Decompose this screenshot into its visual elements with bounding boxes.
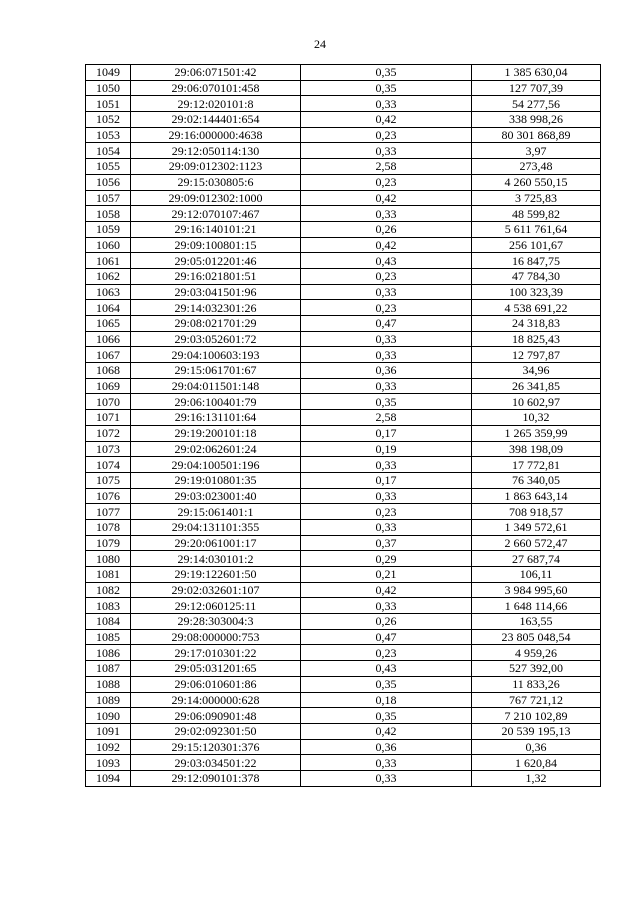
cadastral-number-cell: 29:03:034501:22 [131, 755, 301, 771]
rate-cell: 0,23 [301, 645, 472, 661]
table-row [86, 661, 601, 677]
cadastral-number-cell: 29:03:041501:96 [131, 284, 301, 300]
value-cell: 3,97 [472, 143, 601, 159]
value-cell: 2 660 572,47 [472, 535, 601, 551]
table-row [86, 206, 601, 222]
rate-cell: 0,42 [301, 190, 472, 206]
row-number-cell: 1052 [86, 112, 131, 128]
row-number-cell: 1088 [86, 676, 131, 692]
cadastral-number-cell: 29:03:023001:40 [131, 488, 301, 504]
cadastral-number-cell: 29:04:100501:196 [131, 457, 301, 473]
rate-cell: 0,33 [301, 755, 472, 771]
value-cell: 7 210 102,89 [472, 708, 601, 724]
row-number-cell: 1064 [86, 300, 131, 316]
cadastral-number-cell: 29:14:030101:2 [131, 551, 301, 567]
table-row [86, 65, 601, 81]
row-number-cell: 1094 [86, 770, 131, 786]
row-number-cell: 1053 [86, 127, 131, 143]
cadastral-number-cell: 29:19:010801:35 [131, 472, 301, 488]
cadastral-number-cell: 29:15:061401:1 [131, 504, 301, 520]
cadastral-number-cell: 29:08:000000:753 [131, 629, 301, 645]
row-number-cell: 1072 [86, 425, 131, 441]
value-cell: 1 648 114,66 [472, 598, 601, 614]
table-body [86, 65, 601, 787]
row-number-cell: 1085 [86, 629, 131, 645]
table-row [86, 629, 601, 645]
cadastral-number-cell: 29:12:050114:130 [131, 143, 301, 159]
row-number-cell: 1067 [86, 347, 131, 363]
cadastral-number-cell: 29:04:100603:193 [131, 347, 301, 363]
value-cell: 12 797,87 [472, 347, 601, 363]
value-cell: 527 392,00 [472, 661, 601, 677]
table-row [86, 535, 601, 551]
row-number-cell: 1082 [86, 582, 131, 598]
rate-cell: 0,33 [301, 284, 472, 300]
rate-cell: 0,23 [301, 504, 472, 520]
row-number-cell: 1055 [86, 159, 131, 175]
value-cell: 47 784,30 [472, 268, 601, 284]
cadastral-number-cell: 29:12:070107:467 [131, 206, 301, 222]
value-cell: 1 620,84 [472, 755, 601, 771]
rate-cell: 0,47 [301, 629, 472, 645]
row-number-cell: 1060 [86, 237, 131, 253]
rate-cell: 0,36 [301, 363, 472, 379]
table-row [86, 284, 601, 300]
value-cell: 26 341,85 [472, 378, 601, 394]
table-row [86, 378, 601, 394]
value-cell: 54 277,56 [472, 96, 601, 112]
row-number-cell: 1051 [86, 96, 131, 112]
row-number-cell: 1080 [86, 551, 131, 567]
rate-cell: 0,33 [301, 378, 472, 394]
table-row [86, 363, 601, 379]
value-cell: 256 101,67 [472, 237, 601, 253]
cadastral-number-cell: 29:09:100801:15 [131, 237, 301, 253]
row-number-cell: 1065 [86, 316, 131, 332]
table-row [86, 143, 601, 159]
value-cell: 48 599,82 [472, 206, 601, 222]
row-number-cell: 1076 [86, 488, 131, 504]
row-number-cell: 1081 [86, 567, 131, 583]
table-row [86, 488, 601, 504]
table-row [86, 80, 601, 96]
cadastral-number-cell: 29:12:090101:378 [131, 770, 301, 786]
rate-cell: 0,35 [301, 394, 472, 410]
table-row [86, 739, 601, 755]
rate-cell: 0,23 [301, 174, 472, 190]
rate-cell: 0,33 [301, 457, 472, 473]
row-number-cell: 1056 [86, 174, 131, 190]
cadastral-number-cell: 29:17:010301:22 [131, 645, 301, 661]
value-cell: 1,32 [472, 770, 601, 786]
rate-cell: 0,42 [301, 582, 472, 598]
row-number-cell: 1090 [86, 708, 131, 724]
cadastral-number-cell: 29:16:131101:64 [131, 410, 301, 426]
table-row [86, 112, 601, 128]
rate-cell: 0,35 [301, 708, 472, 724]
cadastral-number-cell: 29:02:032601:107 [131, 582, 301, 598]
table-row [86, 676, 601, 692]
page-number: 24 [314, 37, 326, 51]
table-row [86, 221, 601, 237]
row-number-cell: 1075 [86, 472, 131, 488]
rate-cell: 0,42 [301, 237, 472, 253]
cadastral-number-cell: 29:14:000000:628 [131, 692, 301, 708]
value-cell: 1 863 643,14 [472, 488, 601, 504]
rate-cell: 0,23 [301, 300, 472, 316]
value-cell: 398 198,09 [472, 441, 601, 457]
cadastral-number-cell: 29:02:144401:654 [131, 112, 301, 128]
cadastral-number-cell: 29:16:021801:51 [131, 268, 301, 284]
cadastral-number-cell: 29:14:032301:26 [131, 300, 301, 316]
cadastral-number-cell: 29:06:070101:458 [131, 80, 301, 96]
rate-cell: 0,35 [301, 80, 472, 96]
row-number-cell: 1049 [86, 65, 131, 81]
rate-cell: 0,26 [301, 614, 472, 630]
value-cell: 80 301 868,89 [472, 127, 601, 143]
row-number-cell: 1083 [86, 598, 131, 614]
cadastral-number-cell: 29:04:131101:355 [131, 519, 301, 535]
rate-cell: 0,42 [301, 723, 472, 739]
table-row [86, 174, 601, 190]
rate-cell: 0,33 [301, 206, 472, 222]
table-row [86, 127, 601, 143]
table-row [86, 755, 601, 771]
rate-cell: 0,18 [301, 692, 472, 708]
rate-cell: 0,35 [301, 676, 472, 692]
table-row [86, 582, 601, 598]
rate-cell: 0,29 [301, 551, 472, 567]
rate-cell: 0,19 [301, 441, 472, 457]
row-number-cell: 1084 [86, 614, 131, 630]
rate-cell: 0,35 [301, 65, 472, 81]
rate-cell: 0,23 [301, 127, 472, 143]
rate-cell: 0,23 [301, 268, 472, 284]
value-cell: 3 725,83 [472, 190, 601, 206]
value-cell: 17 772,81 [472, 457, 601, 473]
row-number-cell: 1071 [86, 410, 131, 426]
value-cell: 4 538 691,22 [472, 300, 601, 316]
table-row [86, 614, 601, 630]
row-number-cell: 1087 [86, 661, 131, 677]
row-number-cell: 1057 [86, 190, 131, 206]
value-cell: 273,48 [472, 159, 601, 175]
row-number-cell: 1070 [86, 394, 131, 410]
table-row [86, 331, 601, 347]
table-row [86, 692, 601, 708]
row-number-cell: 1092 [86, 739, 131, 755]
row-number-cell: 1062 [86, 268, 131, 284]
cadastral-number-cell: 29:12:060125:11 [131, 598, 301, 614]
value-cell: 23 805 048,54 [472, 629, 601, 645]
table-row [86, 425, 601, 441]
rate-cell: 0,17 [301, 472, 472, 488]
cadastral-number-cell: 29:06:010601:86 [131, 676, 301, 692]
cadastral-number-cell: 29:19:200101:18 [131, 425, 301, 441]
row-number-cell: 1068 [86, 363, 131, 379]
table-row [86, 394, 601, 410]
row-number-cell: 1077 [86, 504, 131, 520]
value-cell: 18 825,43 [472, 331, 601, 347]
cadastral-number-cell: 29:15:120301:376 [131, 739, 301, 755]
table-row [86, 504, 601, 520]
rate-cell: 0,26 [301, 221, 472, 237]
table-row [86, 96, 601, 112]
rate-cell: 0,33 [301, 143, 472, 159]
value-cell: 24 318,83 [472, 316, 601, 332]
table-row [86, 253, 601, 269]
table-row [86, 723, 601, 739]
value-cell: 127 707,39 [472, 80, 601, 96]
rate-cell: 0,33 [301, 519, 472, 535]
cadastral-number-cell: 29:08:021701:29 [131, 316, 301, 332]
table-row [86, 347, 601, 363]
value-cell: 11 833,26 [472, 676, 601, 692]
cadastral-number-cell: 29:09:012302:1000 [131, 190, 301, 206]
value-cell: 10,32 [472, 410, 601, 426]
row-number-cell: 1069 [86, 378, 131, 394]
cadastral-number-cell: 29:20:061001:17 [131, 535, 301, 551]
table-row [86, 190, 601, 206]
value-cell: 338 998,26 [472, 112, 601, 128]
cadastral-number-cell: 29:19:122601:50 [131, 567, 301, 583]
rate-cell: 0,33 [301, 347, 472, 363]
value-cell: 34,96 [472, 363, 601, 379]
cadastral-number-cell: 29:12:020101:8 [131, 96, 301, 112]
row-number-cell: 1091 [86, 723, 131, 739]
table-row [86, 519, 601, 535]
table-row [86, 316, 601, 332]
rate-cell: 0,43 [301, 661, 472, 677]
row-number-cell: 1061 [86, 253, 131, 269]
row-number-cell: 1066 [86, 331, 131, 347]
cadastral-number-cell: 29:15:061701:67 [131, 363, 301, 379]
table-row [86, 708, 601, 724]
cadastral-number-cell: 29:09:012302:1123 [131, 159, 301, 175]
table-row [86, 300, 601, 316]
cadastral-number-cell: 29:02:062601:24 [131, 441, 301, 457]
table-row [86, 598, 601, 614]
row-number-cell: 1086 [86, 645, 131, 661]
rate-cell: 0,21 [301, 567, 472, 583]
value-cell: 163,55 [472, 614, 601, 630]
cadastral-number-cell: 29:28:303004:3 [131, 614, 301, 630]
value-cell: 100 323,39 [472, 284, 601, 300]
cadastral-number-cell: 29:06:100401:79 [131, 394, 301, 410]
value-cell: 0,36 [472, 739, 601, 755]
row-number-cell: 1093 [86, 755, 131, 771]
value-cell: 76 340,05 [472, 472, 601, 488]
value-cell: 767 721,12 [472, 692, 601, 708]
cadastral-number-cell: 29:06:071501:42 [131, 65, 301, 81]
table-row [86, 237, 601, 253]
rate-cell: 0,33 [301, 598, 472, 614]
rate-cell: 0,43 [301, 253, 472, 269]
value-cell: 3 984 995,60 [472, 582, 601, 598]
table-row [86, 159, 601, 175]
cadastral-number-cell: 29:03:052601:72 [131, 331, 301, 347]
value-cell: 106,11 [472, 567, 601, 583]
value-cell: 1 385 630,04 [472, 65, 601, 81]
rate-cell: 0,17 [301, 425, 472, 441]
table-row [86, 457, 601, 473]
row-number-cell: 1063 [86, 284, 131, 300]
table-row [86, 551, 601, 567]
cadastral-number-cell: 29:06:090901:48 [131, 708, 301, 724]
rate-cell: 0,42 [301, 112, 472, 128]
value-cell: 10 602,97 [472, 394, 601, 410]
rate-cell: 2,58 [301, 410, 472, 426]
rate-cell: 0,47 [301, 316, 472, 332]
cadastral-number-cell: 29:15:030805:6 [131, 174, 301, 190]
rate-cell: 0,33 [301, 488, 472, 504]
row-number-cell: 1089 [86, 692, 131, 708]
row-number-cell: 1073 [86, 441, 131, 457]
rate-cell: 2,58 [301, 159, 472, 175]
rate-cell: 0,33 [301, 96, 472, 112]
table-row [86, 268, 601, 284]
table-row [86, 472, 601, 488]
row-number-cell: 1079 [86, 535, 131, 551]
value-cell: 5 611 761,64 [472, 221, 601, 237]
row-number-cell: 1078 [86, 519, 131, 535]
value-cell: 20 539 195,13 [472, 723, 601, 739]
value-cell: 4 260 550,15 [472, 174, 601, 190]
cadastral-number-cell: 29:02:092301:50 [131, 723, 301, 739]
rate-cell: 0,33 [301, 770, 472, 786]
value-cell: 16 847,75 [472, 253, 601, 269]
row-number-cell: 1054 [86, 143, 131, 159]
cadastral-number-cell: 29:04:011501:148 [131, 378, 301, 394]
rate-cell: 0,33 [301, 331, 472, 347]
rate-cell: 0,37 [301, 535, 472, 551]
value-cell: 1 349 572,61 [472, 519, 601, 535]
table-row [86, 410, 601, 426]
table-row [86, 645, 601, 661]
data-table [85, 64, 601, 787]
row-number-cell: 1074 [86, 457, 131, 473]
cadastral-number-cell: 29:05:031201:65 [131, 661, 301, 677]
row-number-cell: 1059 [86, 221, 131, 237]
rate-cell: 0,36 [301, 739, 472, 755]
value-cell: 4 959,26 [472, 645, 601, 661]
cadastral-number-cell: 29:16:140101:21 [131, 221, 301, 237]
cadastral-number-cell: 29:16:000000:4638 [131, 127, 301, 143]
row-number-cell: 1050 [86, 80, 131, 96]
value-cell: 1 265 359,99 [472, 425, 601, 441]
row-number-cell: 1058 [86, 206, 131, 222]
value-cell: 27 687,74 [472, 551, 601, 567]
cadastral-number-cell: 29:05:012201:46 [131, 253, 301, 269]
table-row [86, 770, 601, 786]
table-row [86, 441, 601, 457]
table-row [86, 567, 601, 583]
value-cell: 708 918,57 [472, 504, 601, 520]
